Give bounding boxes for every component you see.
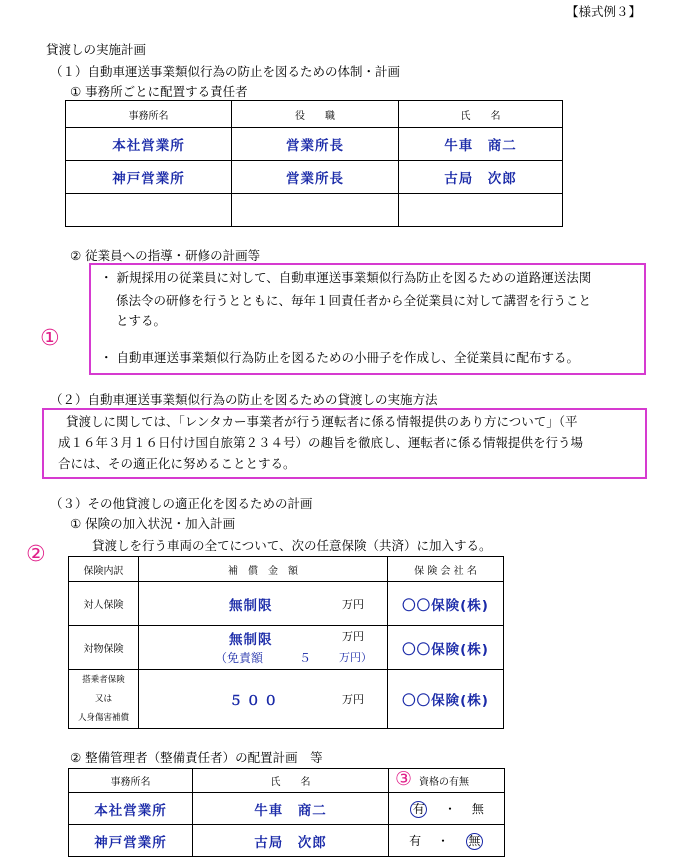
maintenance-manager-table: [68, 768, 505, 857]
table-row: [69, 670, 504, 729]
amount-cell: [139, 582, 388, 626]
table-row: [66, 161, 563, 194]
amount-value: 無制限: [229, 632, 273, 648]
position-cell: [232, 194, 399, 227]
insurance-statement: 貸渡しを行う車両の全てについて、次の任意保険（共済）に加入する。: [92, 538, 492, 553]
section2-heading: （２）自動車運送事業類似行為の防止を図るための貸渡しの実施方法: [50, 392, 438, 407]
section1-sub2: ② 従業員への指導・研修の計画等: [70, 248, 261, 263]
table-row: [69, 793, 505, 825]
responsible-person-table: [65, 100, 563, 227]
amount-cell: [139, 670, 388, 729]
deductible-value: ５: [299, 651, 312, 665]
person-cell: 古局 次郎: [193, 825, 389, 857]
table-header: 事務所名: [66, 101, 232, 128]
office-cell: [66, 194, 232, 227]
bullet-line: ・ 新規採用の従業員に対して、自動車運送事業類似行為防止を図るための道路運送法関: [100, 270, 592, 285]
qualification-no-selected: 無: [466, 833, 483, 850]
table-row: [69, 626, 504, 670]
deductible-prefix: （免責額: [215, 651, 264, 665]
table-header: 氏 名: [193, 769, 389, 793]
table-header: 補 償 金 額: [139, 557, 388, 582]
annotation-marker-2: ②: [26, 542, 46, 567]
method-line: 貸渡しに関しては、「レンタカー事業者が行う運転者に係る情報提供のあり方について」（平: [66, 414, 578, 429]
section3-heading: （３）その他貸渡しの適正化を図るための計画: [50, 496, 313, 511]
table-header: 保 険 会 社 名: [388, 557, 504, 582]
table-header: [389, 769, 505, 793]
person-cell: 牛車 商二: [399, 128, 563, 161]
office-cell: 神戸営業所: [66, 161, 232, 194]
amount-cell: [139, 626, 388, 670]
table-header: 事務所名: [69, 769, 193, 793]
type-line: 人身傷害補償: [77, 712, 129, 723]
method-line: 合には、その適正化に努めることとする。: [58, 456, 296, 471]
bullet-line: 係法令の研修を行うとともに、毎年１回責任者から全従業員に対して講習を行うこと: [116, 293, 592, 308]
person-cell: 古局 次郎: [399, 161, 563, 194]
position-cell: 営業所長: [232, 161, 399, 194]
person-cell: 牛車 商二: [193, 793, 389, 825]
insurance-type: 対物保険: [69, 626, 139, 670]
section3-sub1: ① 保険の加入状況・加入計画: [70, 516, 236, 531]
qualification-no: 無: [471, 801, 484, 816]
insurance-table: [68, 556, 504, 729]
company-cell: 〇〇保険(株): [388, 582, 504, 626]
header-label: 資格の有無: [419, 777, 469, 788]
office-cell: 本社営業所: [66, 128, 232, 161]
person-cell: [399, 194, 563, 227]
insurance-type: [69, 670, 139, 729]
table-header: 氏 名: [399, 101, 563, 128]
table-row: [66, 128, 563, 161]
qualification-cell: [389, 793, 505, 825]
office-cell: 神戸営業所: [69, 825, 193, 857]
amount-value: ５００: [229, 693, 282, 709]
type-line: 搭乗者保険: [82, 674, 125, 685]
annotation-marker-1: ①: [40, 326, 60, 351]
table-header: 役 職: [232, 101, 399, 128]
type-line: 又は: [94, 693, 112, 704]
section1-sub1: ① 事務所ごとに配置する責任者: [70, 84, 248, 99]
amount-value: 無制限: [229, 598, 273, 614]
table-row: [66, 194, 563, 227]
amount-unit: 万円: [342, 598, 364, 611]
separator: ・: [437, 833, 450, 848]
bullet-line: ・ 自動車運送事業類似行為防止を図るための小冊子を作成し、全従業員に配布する。: [100, 350, 579, 365]
qualification-yes: 有: [409, 833, 422, 848]
company-cell: 〇〇保険(株): [388, 670, 504, 729]
table-row: [69, 825, 505, 857]
office-cell: 本社営業所: [69, 793, 193, 825]
position-cell: 営業所長: [232, 128, 399, 161]
qualification-yes-selected: 有: [410, 801, 427, 818]
bullet-line: とする。: [116, 313, 167, 328]
page-title: 貸渡しの実施計画: [46, 42, 147, 57]
company-cell: 〇〇保険(株): [388, 626, 504, 670]
section1-heading: （１）自動車運送事業類似行為の防止を図るための体制・計画: [50, 64, 401, 79]
deductible-unit: 万円）: [339, 651, 372, 664]
form-label: 【様式例３】: [565, 4, 641, 19]
qualification-cell: [389, 825, 505, 857]
insurance-type: 対人保険: [69, 582, 139, 626]
table-row: [69, 582, 504, 626]
amount-unit: 万円: [342, 693, 364, 706]
amount-unit: 万円: [342, 630, 364, 643]
separator: ・: [443, 801, 456, 816]
annotation-marker-3: ③: [395, 768, 413, 790]
table-header: 保険内訳: [69, 557, 139, 582]
method-line: 成１６年３月１６日付け国自旅第２３４号）の趣旨を徹底し、運転者に係る情報提供を行う場: [58, 435, 584, 450]
section3-sub2: ② 整備管理者（整備責任者）の配置計画 等: [70, 750, 323, 765]
